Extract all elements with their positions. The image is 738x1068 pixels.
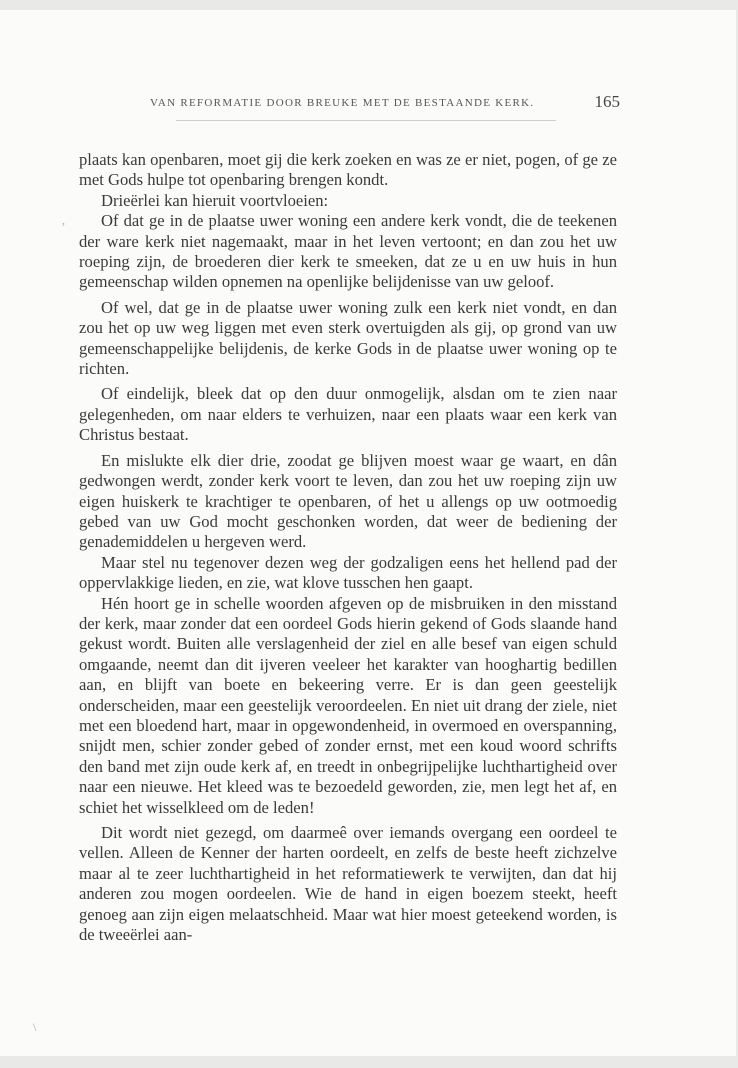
running-header <box>150 92 620 111</box>
paragraph: Hén hoort ge in schelle woorden afgeven op de misbruiken in den misstand der kerk, maar zonder dat een oordeel Gods hierin gekend of Gods slaande hand gekust wordt. Buiten alle verslagenheid der ziel en alle besef van eigen schuld omgaande, neemt dan dit ijveren veeleer het karakter van hooghartig bedillen aan, en blijft van boete en bekeering verre. Er is dan geen geestelijk onderscheiden, maar een geestelijk veroordeelen. En niet uit drang der ziele, niet met een bloedend hart, maar in opgewondenheid, in overmoed en overspanning, snijdt men, schier zonder gebed of zonder ernst, met een koud woord schrifts den band met zijn oude kerk af, en treedt in onbegrijpelijke luchthartigheid over naar een nieuwe. Het kleed was te bezoedeld geworden, zie, men legt het af, en schiet het wisselkleed om de leden! <box>79 593 617 817</box>
paragraph: Of eindelijk, bleek dat op den duur onmogelijk, alsdan om te zien naar gelegenheden, om naar elders te verhuizen, naar een plaats waar een kerk van Christus bestaat. <box>79 384 617 445</box>
running-title: VAN REFORMATIE DOOR BREUKE MET DE BESTAANDE KERK. <box>150 97 535 109</box>
paragraph: Dit wordt niet gezegd, om daarmeê over iemands overgang een oordeel te vellen. Alleen de Kenner der harten oordeelt, en zelfs de beste heeft zichzelve maar al te zeer luchthartigheid in het reformatiewerk te verwijten, dan dat hij anderen zou mogen oordeelen. Wie de hand in eigen boezem steekt, heeft genoeg aan zijn eigen melaatschheid. Maar wat hier moest geteekend worden, is de tweeërlei aan- <box>79 823 617 945</box>
header-rule <box>176 120 556 121</box>
body-text <box>79 150 617 945</box>
paragraph: En mislukte elk dier drie, zoodat ge blijven moest waar ge waart, en dân gedwongen werdt, zonder kerk voort te leven, dan zou het uw roeping zijn uw eigen huiskerk te krachtiger te openbaren, of het u allengs op uw ootmoedig gebed van uw God mocht geschonken worden, dat weer de bediening der genademiddelen u hergeven werd. <box>79 450 617 552</box>
book-page <box>0 10 736 1056</box>
paragraph: Of dat ge in de plaatse uwer woning een andere kerk vondt, die de teekenen der ware kerk niet nagemaakt, maar in het leven vertoont; en dan zou het uw roeping zijn, de broederen dier kerk te smeeken, dat ze u en uw huis in hun gemeenschap wilden opnemen na openlijke belijdenisse van uw geloof. <box>79 211 617 292</box>
paragraph: Drieërlei kan hieruit voortvloeien: <box>101 190 329 210</box>
paragraph: plaats kan openbaren, moet gij die kerk zoeken en was ze er niet, pogen, of ge ze met Gods hulpe tot openbaring brengen kondt. <box>79 150 617 190</box>
paragraph: Maar stel nu tegenover dezen weg der godzaligen eens het hellend pad der oppervlakkige lieden, en zie, wat klove tusschen hen gaapt. <box>79 552 617 593</box>
page-number: 165 <box>594 92 620 111</box>
paragraph: Of wel, dat ge in de plaatse uwer woning zulk een kerk niet vondt, en dan zou het op uw weg liggen met even sterk overtuigden als gij, op grond van uw gemeenschappelijke belijdenis, de kerke Gods in de plaatse uwer woning op te richten. <box>79 297 617 379</box>
stray-mark: , <box>62 213 65 227</box>
stray-mark: \ <box>33 1020 37 1034</box>
